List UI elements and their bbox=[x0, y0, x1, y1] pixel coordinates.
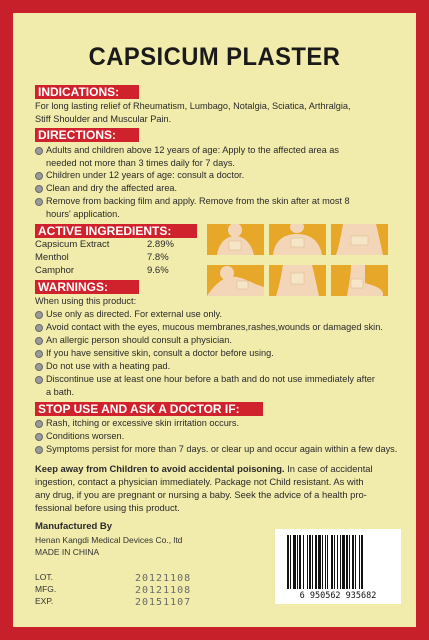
package-panel bbox=[13, 13, 416, 627]
directions-item: Remove from backing film and apply. Remove from the skin after at most 8 bbox=[35, 195, 350, 208]
exp-label: EXP. bbox=[35, 596, 54, 606]
ingredient-value: 2.89% bbox=[147, 239, 174, 250]
barcode bbox=[275, 529, 401, 604]
stop-use-item: Rash, itching or excessive skin irritation occurs. bbox=[35, 417, 239, 430]
ingredients-header: ACTIVE INGREDIENTS: bbox=[35, 224, 197, 238]
directions-item: Children under 12 years of age: consult a doctor. bbox=[35, 169, 244, 182]
warnings-line: a bath. bbox=[46, 387, 75, 397]
elbow-application-figure bbox=[207, 265, 264, 296]
bullet-icon bbox=[35, 311, 43, 319]
ingredient-name: Camphor bbox=[35, 265, 75, 276]
warnings-item: Do not use with a heating pad. bbox=[35, 360, 170, 373]
indications-header: INDICATIONS: bbox=[35, 85, 139, 99]
ankle-application-figure bbox=[331, 265, 388, 296]
mfg-label: MFG. bbox=[35, 584, 57, 594]
warnings-item: Avoid contact with the eyes, mucous membranes,rashes,wounds or damaged skin. bbox=[35, 321, 383, 334]
barcode-bars bbox=[275, 529, 401, 591]
neck-application-figure bbox=[207, 224, 264, 255]
keep-away-warning: Keep away from Children to avoid accidental poisoning. bbox=[35, 463, 285, 474]
directions-item: Clean and dry the affected area. bbox=[35, 182, 177, 195]
mfg-date: 20121108 bbox=[135, 585, 192, 596]
bullet-icon bbox=[35, 420, 43, 428]
shoulder-application-figure bbox=[269, 224, 326, 255]
manufacturer-name: Henan Kangdi Medical Devices Co., ltd bbox=[35, 535, 183, 545]
bullet-icon bbox=[35, 446, 43, 454]
stop-use-item: Symptoms persist for more than 7 days. or clear up and occur again within a few days. bbox=[35, 443, 397, 456]
manufacturer-label: Manufactured By bbox=[35, 521, 113, 532]
warnings-item: Use only as directed. For external use only. bbox=[35, 308, 222, 321]
ingredient-name: Capsicum Extract bbox=[35, 239, 110, 250]
bullet-icon bbox=[35, 198, 43, 206]
keep-away-line: ingestion, contact a physician immediately. Package not Child resistant. As with bbox=[35, 476, 364, 487]
keep-away-line: fessional before using this product. bbox=[35, 502, 180, 513]
bullet-icon bbox=[35, 376, 43, 384]
exp-date: 20151107 bbox=[135, 597, 192, 608]
lower-back-application-figure bbox=[331, 224, 388, 255]
warnings-intro: When using this product: bbox=[35, 296, 137, 306]
bullet-icon bbox=[35, 350, 43, 358]
ingredient-name: Menthol bbox=[35, 252, 69, 263]
keep-away-line: Keep away from Children to avoid accidental poisoning. In case of accidental bbox=[35, 463, 373, 474]
directions-line: needed not more than 3 times daily for 7 days. bbox=[46, 157, 235, 168]
directions-line: hours' application. bbox=[46, 209, 120, 219]
indications-line: Stiff Shoulder and Muscular Pain. bbox=[35, 114, 172, 124]
bullet-icon bbox=[35, 147, 43, 155]
bullet-icon bbox=[35, 324, 43, 332]
bullet-icon bbox=[35, 363, 43, 371]
bullet-icon bbox=[35, 172, 43, 180]
back-application-figure bbox=[269, 265, 326, 296]
indications-line: For long lasting relief of Rheumatism, Lumbago, Notalgia, Sciatica, Arthralgia, bbox=[35, 101, 351, 111]
warnings-item: Discontinue use at least one hour before a bath and do not use immediately after bbox=[35, 373, 375, 386]
ingredient-value: 7.8% bbox=[147, 252, 169, 263]
bullet-icon bbox=[35, 337, 43, 345]
keep-away-line: any drug, if you are pregnant or nursing a baby. Seek the advice of a health pro- bbox=[35, 489, 367, 500]
barcode-number: 6 950562 935682 bbox=[299, 591, 377, 601]
directions-header: DIRECTIONS: bbox=[35, 128, 139, 142]
warnings-header: WARNINGS: bbox=[35, 280, 139, 294]
stop-use-header: STOP USE AND ASK A DOCTOR IF: bbox=[35, 402, 263, 416]
stop-use-item: Conditions worsen. bbox=[35, 430, 124, 443]
directions-item: Adults and children above 12 years of age: Apply to the affected area as bbox=[35, 144, 339, 157]
bullet-icon bbox=[35, 433, 43, 441]
warnings-item: If you have sensitive skin, consult a doctor before using. bbox=[35, 347, 274, 360]
ingredient-value: 9.6% bbox=[147, 265, 169, 276]
warnings-item: An allergic person should consult a physician. bbox=[35, 334, 232, 347]
country-of-origin: MADE IN CHINA bbox=[35, 547, 100, 557]
lot-label: LOT. bbox=[35, 572, 53, 582]
product-title: CAPSICUM PLASTER bbox=[88, 43, 341, 71]
bullet-icon bbox=[35, 185, 43, 193]
lot-number: 20121108 bbox=[135, 573, 192, 584]
